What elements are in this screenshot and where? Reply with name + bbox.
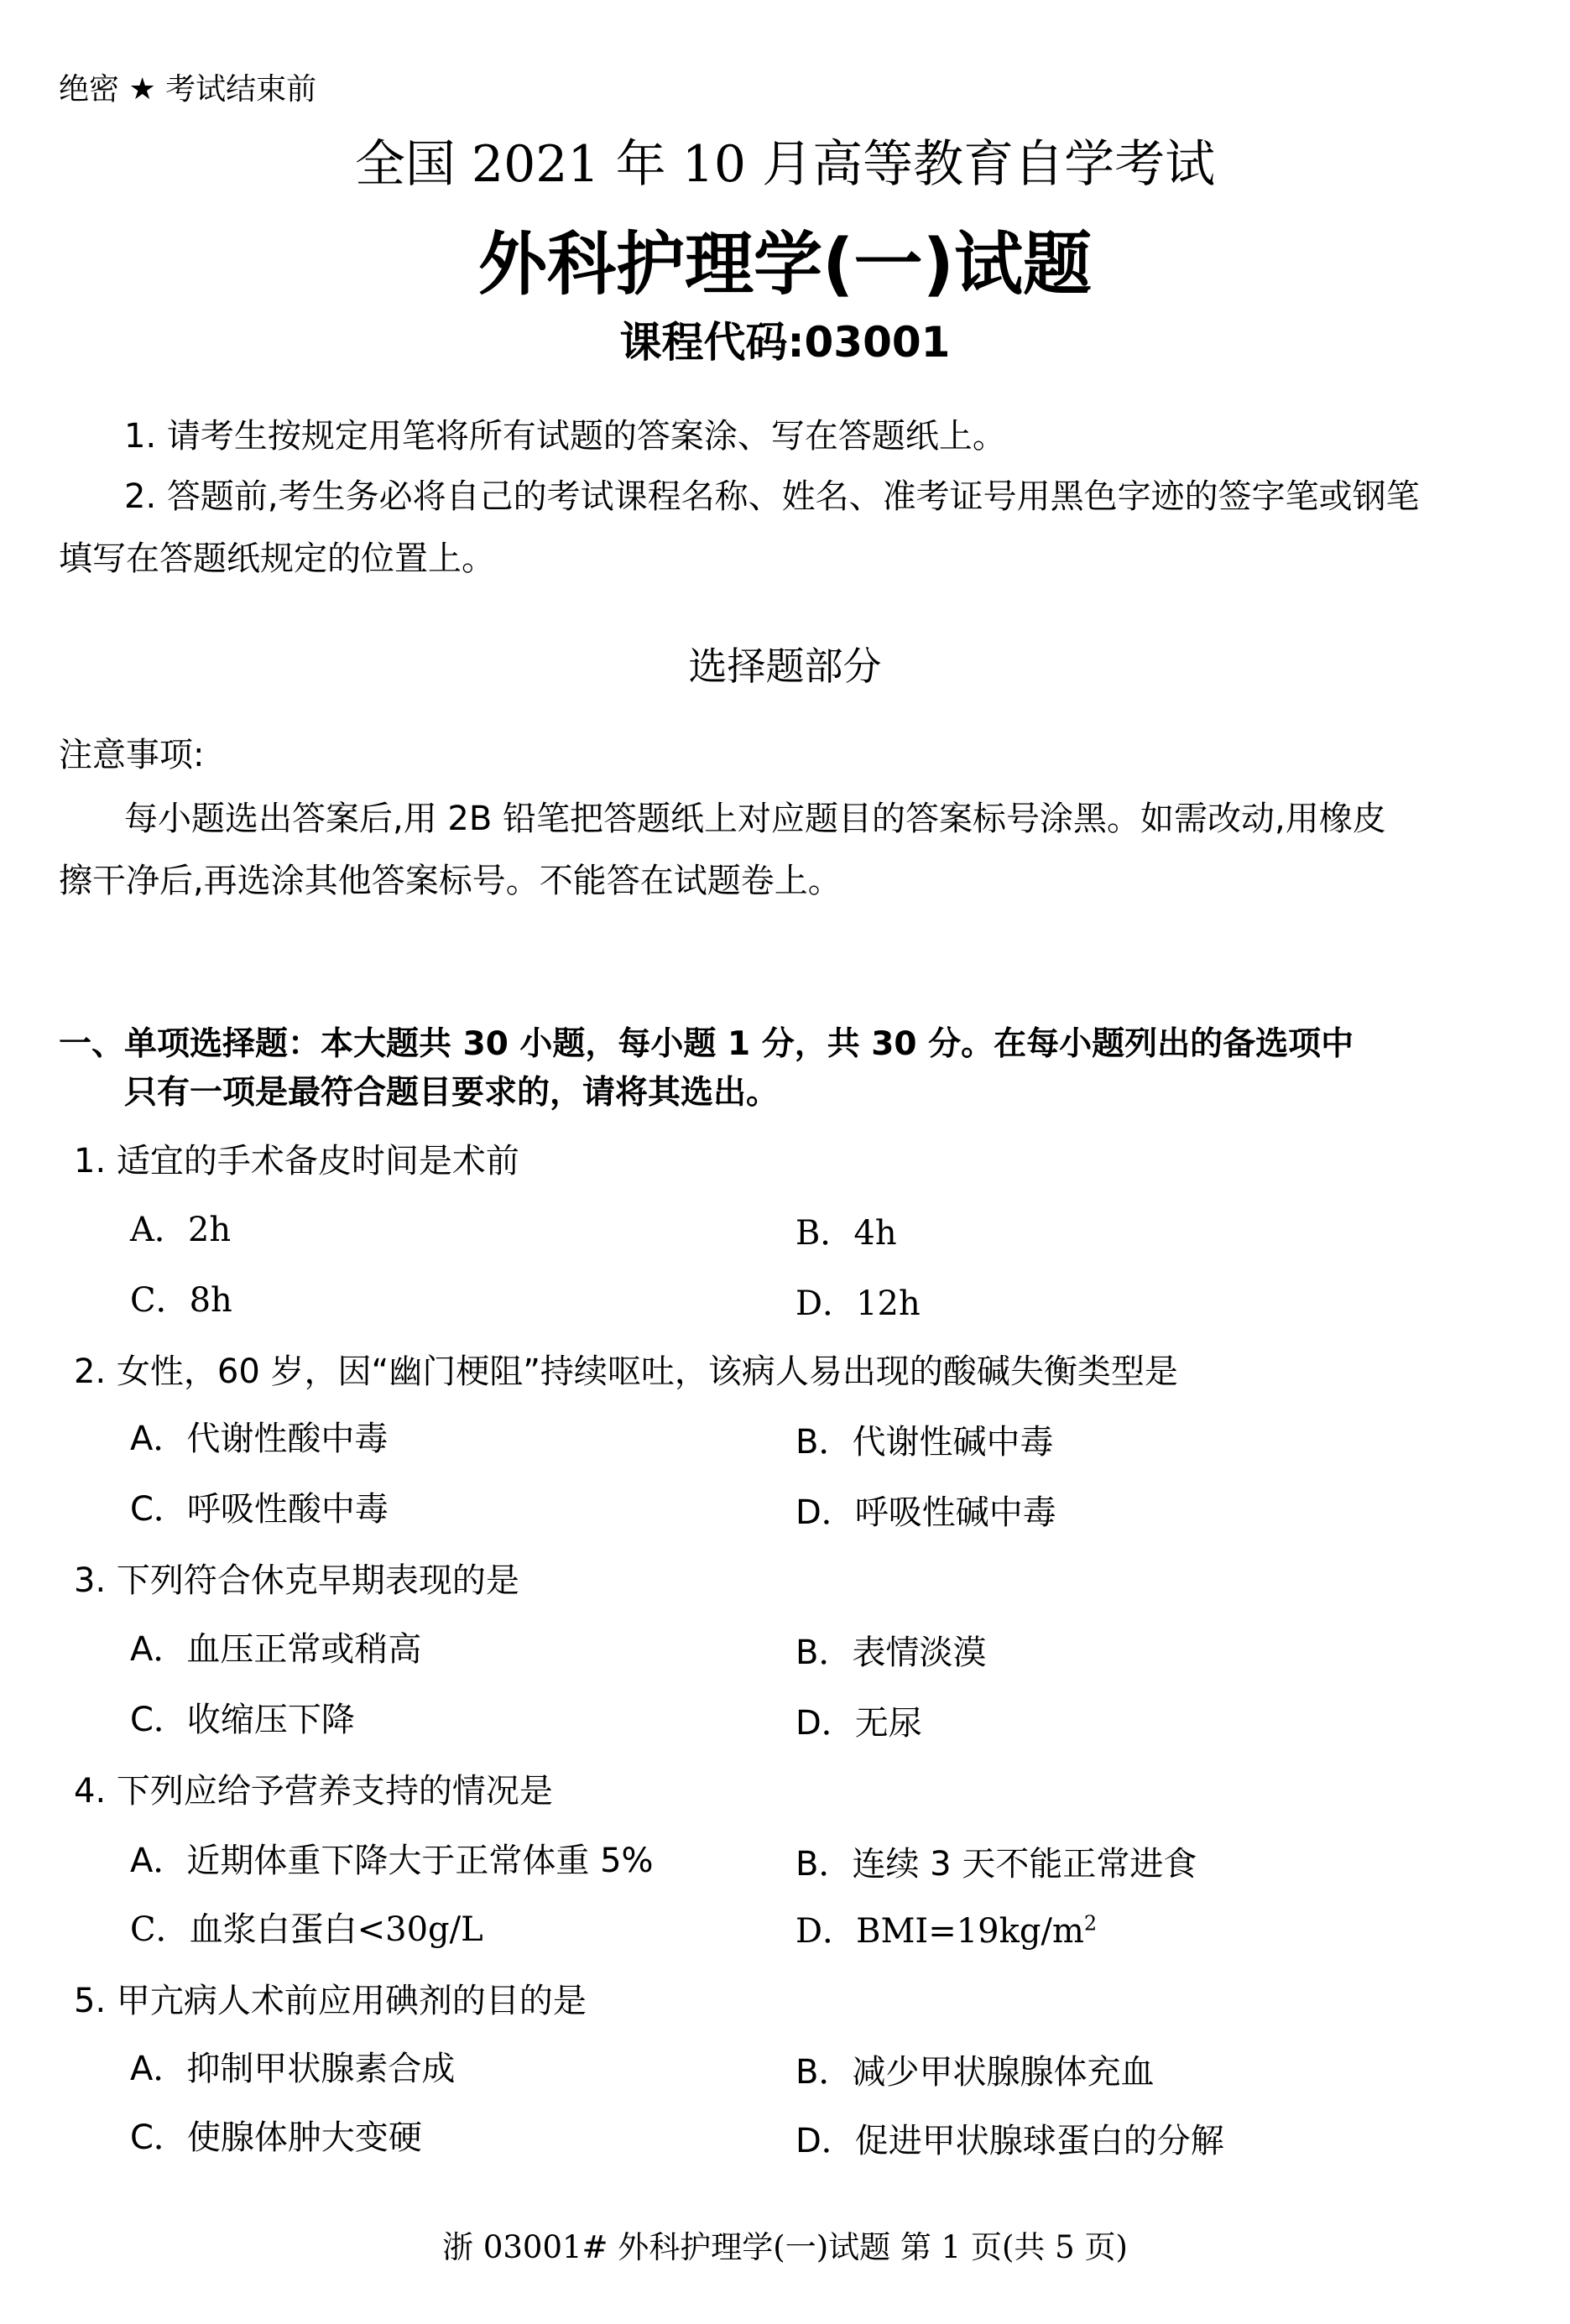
question-1-option-a: A．2h (130, 1211, 232, 1249)
part1-heading-line1: 一、单项选择题：本大题共 30 小题，每小题 1 分，共 30 分。在每小题列出的备选项中 (59, 1025, 1354, 1063)
question-5-stem: 5. 甲亢病人术前应用碘剂的目的是 (74, 1982, 587, 2020)
instruction-2: 2. 答题前,考生务必将自己的考试课程名称、姓名、准考证号用黑色字迹的签字笔或钢笔 (124, 477, 1420, 516)
question-4-option-a: A．近期体重下降大于正常体重 5% (130, 1842, 654, 1880)
question-2-option-a: A．代谢性酸中毒 (130, 1420, 389, 1458)
instruction-2-cont: 填写在答题纸规定的位置上。 (59, 539, 495, 578)
secret-mark: 绝密 ★ 考试结束前 (59, 72, 317, 107)
question-3-option-c: C．收缩压下降 (130, 1701, 355, 1739)
question-4-option-d-superscript: 2 (1083, 1911, 1098, 1936)
question-1-option-c: C．8h (130, 1281, 232, 1320)
section-title: 选择题部分 (688, 644, 882, 689)
question-1-option-b: B．4h (795, 1214, 897, 1253)
question-3-stem: 3. 下列符合休克早期表现的是 (74, 1561, 519, 1600)
notice-label: 注意事项: (59, 736, 205, 774)
question-4-stem: 4. 下列应给予营养支持的情况是 (74, 1772, 553, 1811)
question-2-option-d: D．呼吸性碱中毒 (795, 1493, 1056, 1532)
question-4-option-d (795, 1905, 1097, 1952)
question-2-option-c: C．呼吸性酸中毒 (130, 1490, 389, 1529)
question-4-option-c: C．血浆白蛋白<30g/L (130, 1910, 483, 1949)
question-5-option-c: C．使腺体肿大变硬 (130, 2118, 422, 2157)
question-5-option-d: D．促进甲状腺球蛋白的分解 (795, 2122, 1224, 2160)
paper-title: 外科护理学(一)试题 (478, 225, 1092, 305)
page-footer: 浙 03001# 外科护理学(一)试题 第 1 页(共 5 页) (442, 2229, 1128, 2265)
notice-line-1: 每小题选出答案后,用 2B 铅笔把答题纸上对应题目的答案标号涂黑。如需改动,用橡皮 (124, 800, 1386, 838)
question-3-option-d: D．无尿 (795, 1704, 922, 1743)
question-4-option-d-text: D．BMI=19kg/m (795, 1912, 1084, 1951)
question-5-option-a: A．抑制甲状腺素合成 (130, 2050, 456, 2088)
question-1-stem: 1. 适宜的手术备皮时间是术前 (74, 1142, 519, 1180)
question-3-option-a: A．血压正常或稍高 (130, 1630, 422, 1669)
exam-title: 全国 2021 年 10 月高等教育自学考试 (354, 135, 1216, 194)
question-2-stem: 2. 女性，60 岁，因“幽门梗阻”持续呕吐，该病人易出现的酸碱失衡类型是 (74, 1352, 1178, 1391)
part1-heading-line2: 只有一项是最符合题目要求的，请将其选出。 (124, 1074, 780, 1112)
question-1-option-d: D．12h (795, 1284, 921, 1323)
question-4-option-b: B．连续 3 天不能正常进食 (795, 1845, 1197, 1884)
instruction-1: 1. 请考生按规定用笔将所有试题的答案涂、写在答题纸上。 (124, 417, 1006, 456)
question-5-option-b: B．减少甲状腺腺体充血 (795, 2053, 1155, 2092)
notice-line-2: 擦干净后,再选涂其他答案标号。不能答在试题卷上。 (59, 862, 842, 900)
question-2-option-b: B．代谢性碱中毒 (795, 1423, 1054, 1462)
course-code: 课程代码:03001 (619, 318, 951, 367)
question-3-option-b: B．表情淡漠 (795, 1634, 987, 1672)
